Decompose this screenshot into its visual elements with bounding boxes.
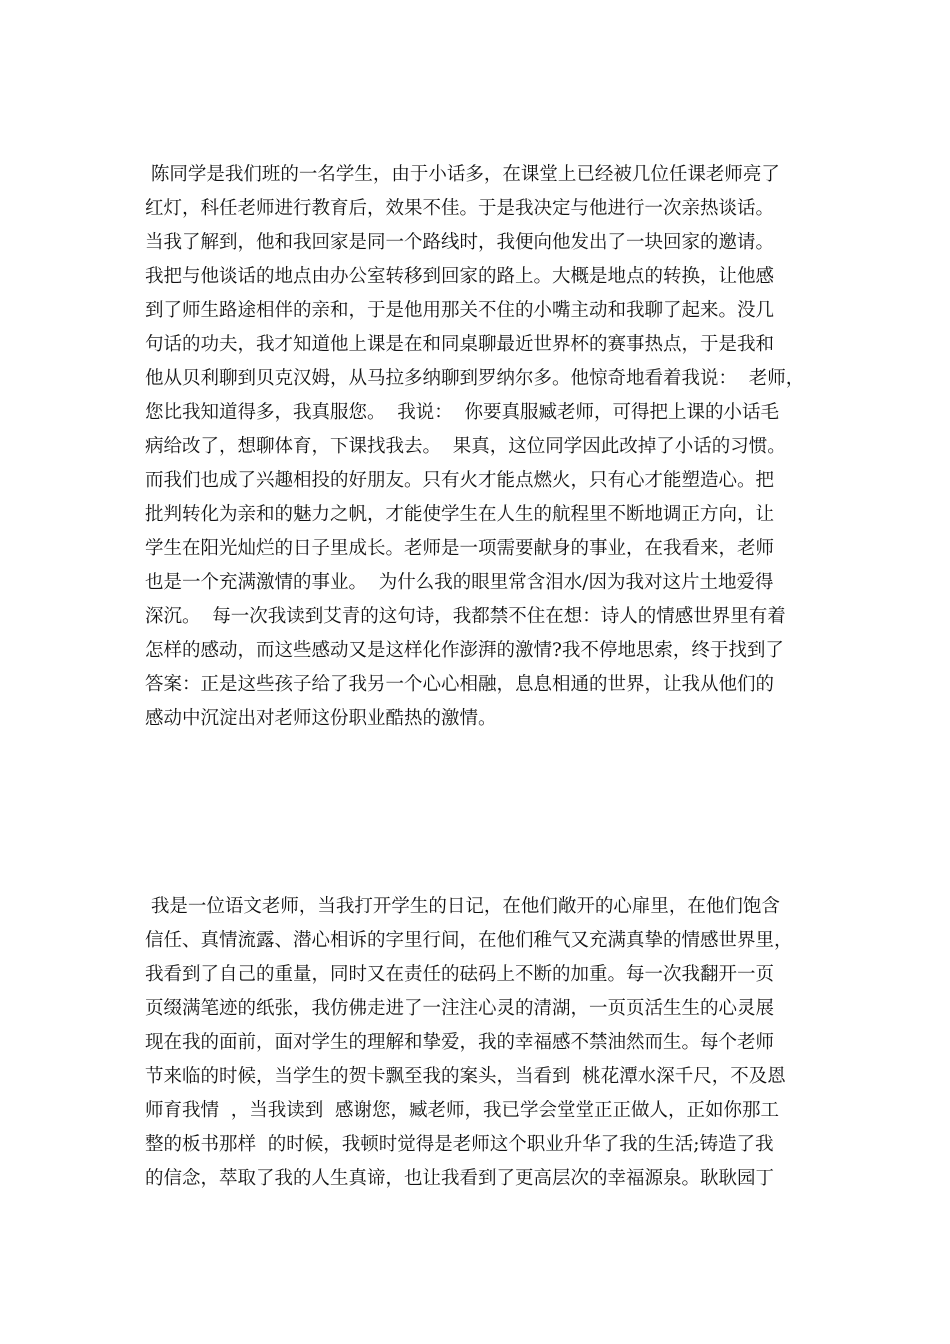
text-line: 也是一个充满激情的事业。 为什么我的眼里常含泪水/因为我对这片土地爱得 xyxy=(145,572,774,593)
text-line: 而我们也成了兴趣相投的好朋友。只有火才能点燃火，只有心才能塑造心。把 xyxy=(145,470,775,491)
paragraph-1 xyxy=(145,158,825,736)
text-line: 页缀满笔迹的纸张，我仿佛走进了一注注心灵的清湖，一页页活生生的心灵展 xyxy=(145,998,775,1019)
text-line: 陈同学是我们班的一名学生，由于小话多，在课堂上已经被几位任课老师亮了 xyxy=(145,164,780,185)
text-line: 您比我知道得多，我真服您。 我说： 你要真服臧老师，可得把上课的小话毛 xyxy=(145,402,780,423)
paragraph-2 xyxy=(145,890,825,1196)
text-line: 信任、真情流露、潜心相诉的字里行间，在他们稚气又充满真挚的情感世界里， xyxy=(145,930,793,951)
text-line: 到了师生路途相伴的亲和，于是他用那关不住的小嘴主动和我聊了起来。没几 xyxy=(145,300,775,321)
text-line: 怎样的感动，而这些感动又是这样化作澎湃的激情?我不停地思索，终于找到了 xyxy=(145,640,784,661)
text-line: 答案：正是这些孩子给了我另一个心心相融，息息相通的世界，让我从他们的 xyxy=(145,674,775,695)
text-line: 我看到了自己的重量，同时又在责任的砝码上不断的加重。每一次我翻开一页 xyxy=(145,964,775,985)
text-line: 病给改了，想聊体育，下课找我去。 果真，这位同学因此改掉了小话的习惯。 xyxy=(145,436,786,457)
text-line: 现在我的面前，面对学生的理解和挚爱，我的幸福感不禁油然而生。每个老师 xyxy=(145,1032,775,1053)
text-line: 我是一位语文老师，当我打开学生的日记，在他们敞开的心扉里，在他们饱含 xyxy=(145,896,780,917)
text-line: 节来临的时候，当学生的贺卡飘至我的案头，当看到 桃花潭水深千尺，不及恩 xyxy=(145,1066,786,1087)
text-line: 的信念，萃取了我的人生真谛，也让我看到了更高层次的幸福源泉。耿耿园丁 xyxy=(145,1168,775,1189)
text-line: 批判转化为亲和的魅力之帆，才能使学生在人生的航程里不断地调正方向，让 xyxy=(145,504,775,525)
text-line: 感动中沉淀出对老师这份职业酷热的激情。 xyxy=(145,708,497,729)
text-line: 他从贝利聊到贝克汉姆，从马拉多纳聊到罗纳尔多。他惊奇地看着我说： 老师， xyxy=(145,368,805,389)
text-line: 句话的功夫，我才知道他上课是在和同桌聊最近世界杯的赛事热点，于是我和 xyxy=(145,334,775,355)
text-line: 整的板书那样 的时候，我顿时觉得是老师这个职业升华了我的生活;铸造了我 xyxy=(145,1134,774,1155)
text-line: 学生在阳光灿烂的日子里成长。老师是一项需要献身的事业，在我看来，老师 xyxy=(145,538,775,559)
text-line: 当我了解到，他和我回家是同一个路线时，我便向他发出了一块回家的邀请。 xyxy=(145,232,775,253)
text-line: 我把与他谈话的地点由办公室转移到回家的路上。大概是地点的转换，让他感 xyxy=(145,266,775,287)
text-line: 红灯，科任老师进行教育后，效果不佳。于是我决定与他进行一次亲热谈话。 xyxy=(145,198,775,219)
text-line: 师育我情 ，当我读到 感谢您，臧老师，我已学会堂堂正正做人，正如你那工 xyxy=(145,1100,780,1121)
text-line: 深沉。 每一次我读到艾青的这句诗，我都禁不住在想：诗人的情感世界里有着 xyxy=(145,606,786,627)
